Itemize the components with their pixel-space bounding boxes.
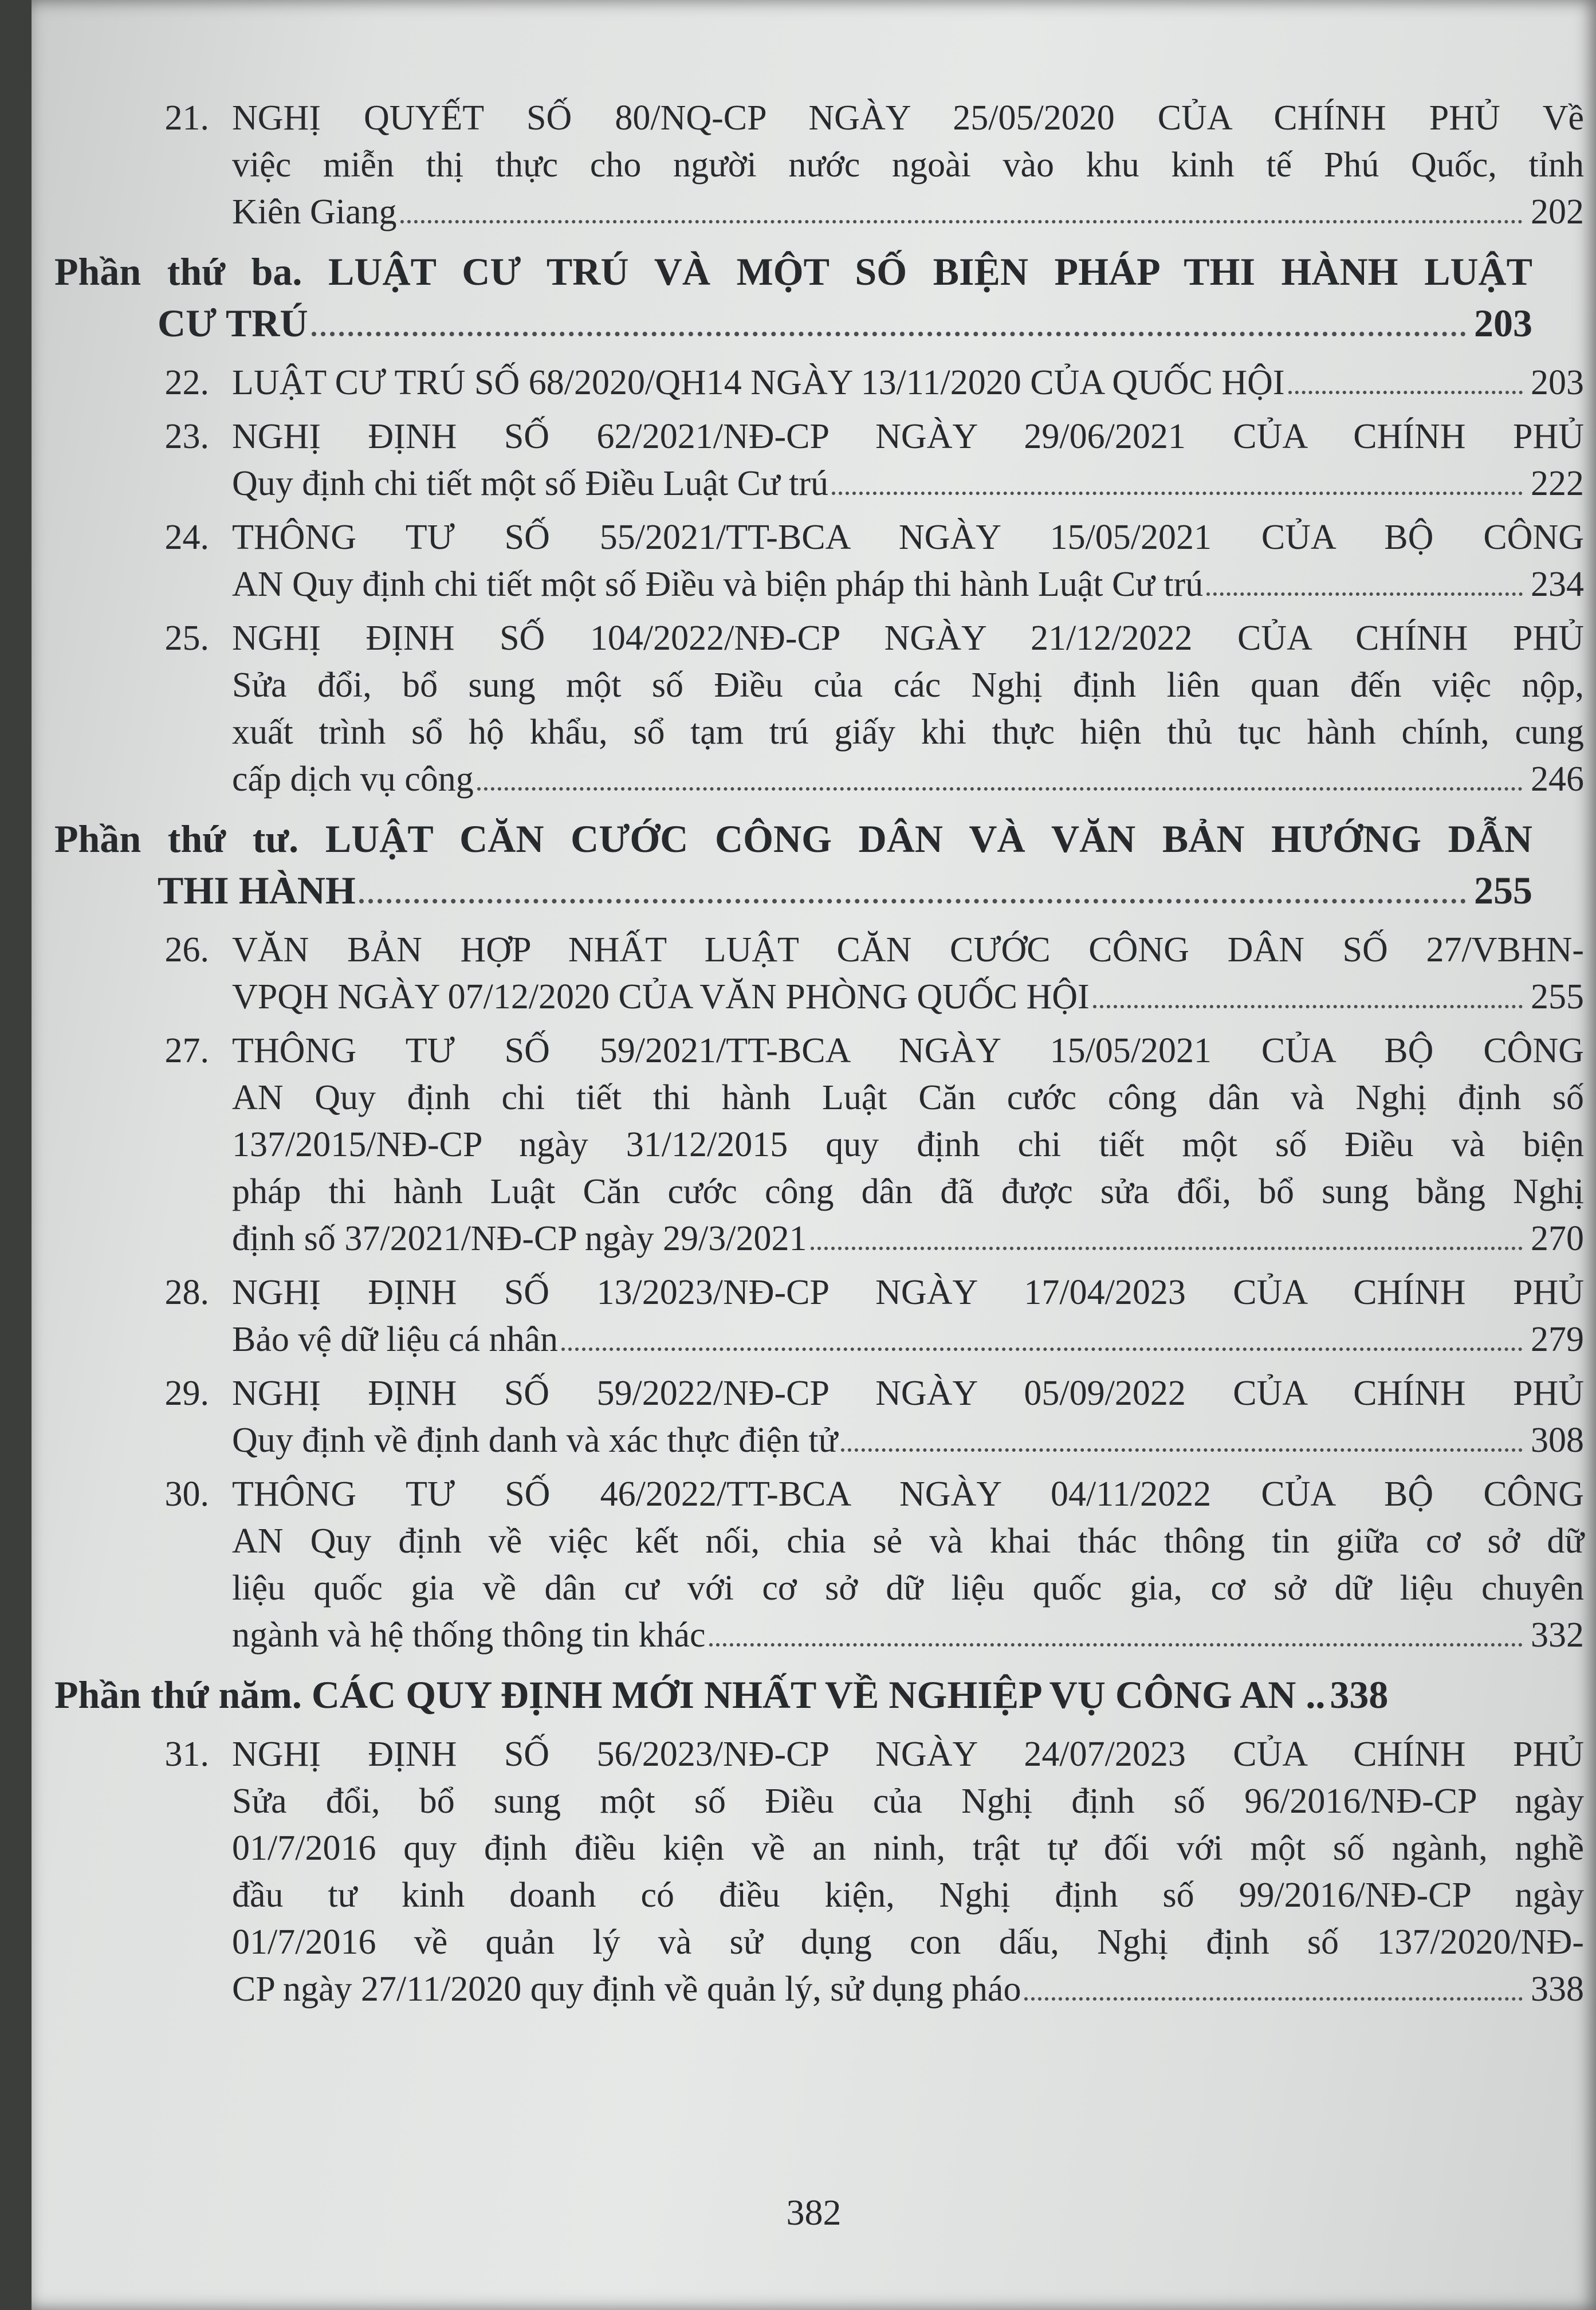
part-heading (54, 813, 1532, 916)
entry-title-line: đầu tư kinh doanh có điều kiện, Nghị định số 99/2016/NĐ-CP ngày (232, 1876, 1584, 1915)
leader-dots (561, 1347, 1523, 1351)
entry-page: 270 (1531, 1219, 1584, 1258)
entry-title-line: NGHỊ ĐỊNH SỐ 13/2023/NĐ-CP NGÀY 17/04/2023 CỦA CHÍNH PHỦ (232, 1273, 1584, 1312)
part-title: THI HÀNH (158, 869, 356, 912)
leader-dots (359, 898, 1466, 903)
entry-title-line: định số 37/2021/NĐ-CP ngày 29/3/2021 (232, 1219, 807, 1258)
entry-last-line (232, 1612, 1584, 1659)
entry-number: 26. (164, 930, 209, 969)
part-last-line (54, 865, 1532, 916)
entry-title (232, 1731, 1584, 2013)
toc-entry (129, 359, 1584, 406)
entry-page: 246 (1531, 760, 1584, 799)
toc-entry (129, 1027, 1584, 1262)
table-of-contents (54, 95, 1584, 2020)
entry-number: 27. (164, 1031, 209, 1070)
entry-title-line: 01/7/2016 về quản lý và sử dụng con dấu, Nghị định số 137/2020/NĐ- (232, 1923, 1584, 1962)
entry-title-line: NGHỊ QUYẾT SỐ 80/NQ-CP NGÀY 25/05/2020 CỦA CHÍNH PHỦ Về (232, 99, 1584, 138)
entry-title-line: Quy định về định danh và xác thực điện tử (232, 1421, 838, 1460)
toc-entry (129, 1269, 1584, 1363)
part-title: LUẬT CƯ TRÚ VÀ MỘT SỐ BIỆN PHÁP THI HÀNH LUẬT (328, 250, 1533, 293)
entry-title-line: AN Quy định chi tiết một số Điều và biện pháp thi hành Luật Cư trú (232, 565, 1204, 604)
part-label: Phần thứ tư. (54, 817, 299, 861)
part-title: LUẬT CĂN CƯỚC CÔNG DÂN VÀ VĂN BẢN HƯỚNG DẪN (325, 817, 1532, 861)
part-label: Phần thứ năm. (54, 1673, 302, 1716)
entry-number: 22. (164, 363, 209, 402)
entry-title-line: Sửa đổi, bổ sung một số Điều của Nghị định số 96/2016/NĐ-CP ngày (232, 1782, 1584, 1821)
entry-title-line: Quy định chi tiết một số Điều Luật Cư trú (232, 464, 828, 503)
entry-title-line: CP ngày 27/11/2020 quy định về quản lý, sử dụng pháo (232, 1970, 1021, 2009)
entry-number: 24. (164, 518, 209, 557)
leader-dots (811, 1246, 1523, 1250)
part-page: 338 (1330, 1673, 1389, 1716)
entry-title-line: AN Quy định về việc kết nối, chia sẻ và khai thác thông tin giữa cơ sở dữ (232, 1522, 1584, 1561)
entry-title (232, 1370, 1584, 1464)
entry-title-line: việc miễn thị thực cho người nước ngoài vào khu kinh tế Phú Quốc, tỉnh (232, 146, 1584, 184)
book-page (32, 0, 1596, 2310)
toc-entry (129, 615, 1584, 803)
entry-last-line (232, 359, 1584, 406)
leader-dots (709, 1643, 1523, 1647)
leader-dots (1024, 1997, 1523, 2001)
entry-title-line: liệu quốc gia về dân cư với cơ sở dữ liệu quốc gia, cơ sở dữ liệu chuyên (232, 1569, 1584, 1608)
entry-number: 25. (164, 619, 209, 658)
entry-title (232, 926, 1584, 1020)
entry-title-line: NGHỊ ĐỊNH SỐ 56/2023/NĐ-CP NGÀY 24/07/2023 CỦA CHÍNH PHỦ (232, 1735, 1584, 1774)
entry-title-line: THÔNG TƯ SỐ 59/2021/TT-BCA NGÀY 15/05/2021 CỦA BỘ CÔNG (232, 1031, 1584, 1070)
entry-page: 203 (1531, 363, 1584, 402)
entry-page: 308 (1531, 1421, 1584, 1460)
entry-title (232, 615, 1584, 803)
entry-title-line: AN Quy định chi tiết thi hành Luật Căn cước công dân và Nghị định số (232, 1078, 1584, 1117)
entry-last-line (232, 460, 1584, 507)
part-page: 203 (1474, 301, 1532, 345)
leader-dots (841, 1448, 1523, 1452)
entry-title-line: cấp dịch vụ công (232, 760, 474, 799)
part-heading (54, 246, 1532, 349)
toc-entry (129, 1471, 1584, 1659)
entry-title-line: VPQH NGÀY 07/12/2020 CỦA VĂN PHÒNG QUỐC HỘI (232, 977, 1090, 1016)
entry-page: 202 (1531, 192, 1584, 231)
entry-page: 332 (1531, 1616, 1584, 1655)
entry-number: 28. (164, 1273, 209, 1312)
entry-last-line (232, 1215, 1584, 1262)
entry-number: 23. (164, 417, 209, 456)
entry-title-line: 137/2015/NĐ-CP ngày 31/12/2015 quy định chi tiết một số Điều và biện (232, 1125, 1584, 1164)
part-heading-line (54, 246, 1532, 297)
entry-title (232, 95, 1584, 235)
entry-title-line: THÔNG TƯ SỐ 55/2021/TT-BCA NGÀY 15/05/2021 CỦA BỘ CÔNG (232, 518, 1584, 557)
leader-dots (312, 331, 1466, 336)
part-heading-line (54, 813, 1532, 865)
leader-dots (1206, 592, 1523, 596)
entry-title-line: Bảo vệ dữ liệu cá nhân (232, 1320, 559, 1359)
toc-entry (129, 1370, 1584, 1464)
entry-last-line (232, 973, 1584, 1020)
entry-last-line (232, 756, 1584, 803)
entry-title (232, 1269, 1584, 1363)
entry-title-line: xuất trình sổ hộ khẩu, sổ tạm trú giấy khi thực hiện thủ tục hành chính, cung (232, 713, 1584, 752)
entry-last-line (232, 1966, 1584, 2013)
entry-number: 30. (164, 1475, 209, 1514)
entry-last-line (232, 561, 1584, 608)
entry-title (232, 359, 1584, 406)
entry-title-line: Kiên Giang (232, 192, 397, 231)
toc-entry (129, 413, 1584, 507)
entry-title-line: NGHỊ ĐỊNH SỐ 104/2022/NĐ-CP NGÀY 21/12/2022 CỦA CHÍNH PHỦ (232, 619, 1584, 658)
entry-number: 31. (164, 1735, 209, 1774)
toc-entry (129, 514, 1584, 608)
entry-number: 29. (164, 1374, 209, 1413)
part-heading (54, 1669, 1532, 1720)
part-label: Phần thứ ba. (54, 250, 302, 293)
entry-page: 222 (1531, 464, 1584, 503)
leader-dots (1288, 390, 1523, 394)
entry-page: 255 (1531, 977, 1584, 1016)
entry-title-line: Sửa đổi, bổ sung một số Điều của các Nghị định liên quan đến việc nộp, (232, 666, 1584, 705)
entry-page: 234 (1531, 565, 1584, 604)
leader-dots (400, 219, 1523, 223)
entry-title-line: ngành và hệ thống thông tin khác (232, 1616, 706, 1655)
entry-last-line (232, 1316, 1584, 1363)
entry-title-line: LUẬT CƯ TRÚ SỐ 68/2020/QH14 NGÀY 13/11/2020 CỦA QUỐC HỘI (232, 363, 1285, 402)
entry-title-line: VĂN BẢN HỢP NHẤT LUẬT CĂN CƯỚC CÔNG DÂN SỐ 27/VBHN- (232, 930, 1584, 969)
entry-title-line: NGHỊ ĐỊNH SỐ 59/2022/NĐ-CP NGÀY 05/09/2022 CỦA CHÍNH PHỦ (232, 1374, 1584, 1413)
part-last-line (54, 1669, 1532, 1720)
page-number: 382 (786, 2192, 842, 2233)
part-last-line (54, 297, 1532, 349)
entry-number: 21. (164, 99, 209, 138)
leader-dots (1093, 1004, 1523, 1008)
entry-last-line (232, 1417, 1584, 1464)
toc-entry (129, 1731, 1584, 2013)
entry-title-line: 01/7/2016 quy định điều kiện về an ninh, trật tự đối với một số ngành, nghề (232, 1829, 1584, 1868)
toc-entry (129, 926, 1584, 1020)
entry-title-line: NGHỊ ĐỊNH SỐ 62/2021/NĐ-CP NGÀY 29/06/2021 CỦA CHÍNH PHỦ (232, 417, 1584, 456)
part-title: CƯ TRÚ (158, 301, 308, 345)
entry-page: 279 (1531, 1320, 1584, 1359)
part-title: CÁC QUY ĐỊNH MỚI NHẤT VỀ NGHIỆP VỤ CÔNG AN .. (311, 1673, 1326, 1716)
entry-title-line: THÔNG TƯ SỐ 46/2022/TT-BCA NGÀY 04/11/2022 CỦA BỘ CÔNG (232, 1475, 1584, 1514)
leader-dots (832, 491, 1523, 495)
entry-title (232, 413, 1584, 507)
part-page: 255 (1474, 869, 1532, 912)
leader-dots (477, 787, 1523, 791)
entry-page: 338 (1531, 1970, 1584, 2009)
entry-title (232, 514, 1584, 608)
entry-last-line (232, 188, 1584, 235)
entry-title (232, 1471, 1584, 1659)
toc-entry (129, 95, 1584, 235)
entry-title (232, 1027, 1584, 1262)
entry-title-line: pháp thi hành Luật Căn cước công dân đã được sửa đổi, bổ sung bằng Nghị (232, 1172, 1584, 1211)
